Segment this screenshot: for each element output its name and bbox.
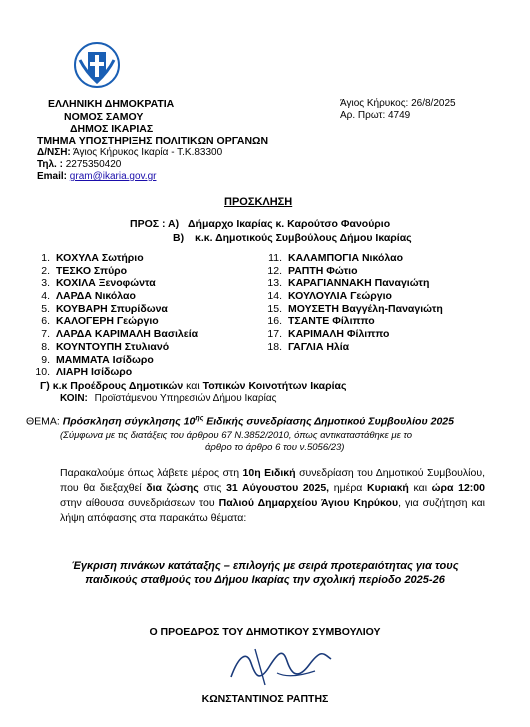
session-mode: δια ζώσης: [146, 482, 199, 494]
council-member-name: ΛΙΑΡΗ Ισίδωρο: [56, 366, 133, 379]
council-member-name: ΛΑΡΔΑ Νικόλαο: [56, 290, 136, 303]
council-member-name: ΤΣΑΝΤΕ Φίλιππο: [288, 315, 375, 328]
council-member-number: 1.: [41, 252, 50, 264]
council-member-number: 3.: [41, 277, 50, 290]
recipient-c: [40, 380, 346, 392]
council-member-item: [30, 265, 198, 278]
address-label: Δ/ΝΣΗ:: [37, 147, 71, 158]
council-member-item: [262, 252, 443, 265]
council-member-item: [30, 277, 198, 290]
subject-main-post: Ειδικής συνεδρίασης Δημοτικού Συμβουλίου 2025: [206, 415, 454, 428]
address-value: Άγιος Κήρυκος Ικαρία - Τ.Κ.83300: [72, 147, 223, 158]
council-member-number: 6.: [41, 315, 50, 328]
council-member-item: [30, 366, 198, 379]
date-line: Άγιος Κήρυκος: 26/8/2025: [340, 98, 456, 109]
council-member-name: ΚΟΥΝΤΟΥΠΗ Στυλιανό: [56, 340, 170, 353]
subject-note-2: άρθρο το άρθρο 6 του ν.5056/23): [205, 442, 345, 453]
councillors-recipient: κ.κ. Δημοτικούς Συμβούλους Δήμου Ικαρίας: [195, 232, 412, 244]
agenda-item-line-2: παιδικούς σταθμούς του Δήμου Ικαρίας την σχολική περίοδο 2025-26: [85, 574, 445, 586]
council-member-number: 2.: [41, 264, 50, 277]
republic-label: ΕΛΛΗΝΙΚΗ ΔΗΜΟΚΡΑΤΙΑ: [48, 98, 175, 110]
signatory-name: ΚΩΝΣΤΑΝΤΙΝΟΣ ΡΑΠΤΗΣ: [201, 693, 329, 705]
council-member-number: 17.: [267, 328, 282, 341]
phone-label: Τηλ. :: [37, 159, 63, 170]
council-member-name: ΓΑΓΛΙΑ Ηλία: [288, 340, 350, 353]
mayor-recipient: Δήμαρχο Ικαρίας κ. Καρούτσο Φανούριο: [188, 218, 391, 230]
c-text-2: Τοπικών Κοινοτήτων Ικαρίας: [202, 380, 347, 392]
council-member-number: 11.: [268, 252, 282, 264]
session-number: 10η Ειδική: [242, 467, 296, 479]
session-time: ώρα 12:00: [431, 482, 485, 494]
council-member-name: ΚΑΛΑΜΠΟΓΙΑ Νικόλαο: [288, 252, 403, 264]
council-member-item: [262, 290, 443, 303]
subject-line: [26, 415, 454, 428]
council-member-number: 5.: [41, 302, 50, 315]
koin-label: ΚΟΙΝ:: [60, 393, 88, 404]
council-member-name: ΚΟΧΙΛΑ Ξενοφώντα: [56, 277, 156, 290]
c-label: Γ) κ.κ: [40, 380, 68, 392]
municipality-label: ΔΗΜΟΣ ΙΚΑΡΙΑΣ: [70, 123, 154, 135]
council-member-item: [262, 328, 443, 341]
council-member-name: ΚΑΡΑΓΙΑΝΝΑΚΗ Παναγιώτη: [288, 277, 430, 290]
council-member-number: 8.: [41, 340, 50, 353]
council-member-name: ΡΑΠΤΗ Φώτιο: [288, 264, 358, 277]
email-line: [37, 171, 156, 182]
council-member-number: 14.: [267, 290, 282, 303]
body-paragraph: [60, 466, 485, 526]
council-member-item: [262, 315, 443, 328]
council-member-number: 7.: [41, 328, 50, 341]
council-member-name: ΚΟΧΥΛΑ Σωτήριο: [56, 252, 144, 264]
council-member-item: [30, 341, 198, 354]
c-text-and: και: [186, 380, 200, 392]
phone-value: 2275350420: [65, 159, 122, 170]
council-member-name: ΚΟΥΛΟΥΛΙΑ Γεώργιο: [288, 290, 392, 303]
body-text-3: στις: [203, 482, 222, 494]
council-member-name: ΤΕΣΚΟ Σπύρο: [56, 264, 128, 277]
council-member-number: 16.: [267, 315, 282, 328]
protocol-line: Αρ. Πρωτ: 4749: [340, 110, 411, 121]
phone-line: [37, 159, 121, 170]
handwritten-signature: [225, 643, 335, 689]
subject-note-1: (Σύμφωνα με τις διατάξεις του άρθρου 67 Ν.3852/2010, όπως αντικαταστάθηκε με το: [60, 430, 413, 441]
prefecture-label: ΝΟΜΟΣ ΣΑΜΟΥ: [64, 111, 144, 123]
greek-coat-of-arms-emblem: [72, 40, 122, 90]
email-label: Email:: [37, 171, 68, 182]
council-member-name: ΚΑΡΙΜΑΛΗ Φίλιππο: [288, 328, 390, 341]
council-member-number: 18.: [267, 340, 282, 353]
council-member-number: 12.: [267, 264, 282, 277]
body-text-2: συνεδρίαση του Δημοτικού Συμβουλίου, που θα διεξαχθεί: [60, 467, 485, 494]
council-member-item: [30, 315, 198, 328]
recipient-b: [173, 232, 412, 244]
council-member-number: 4.: [41, 290, 50, 303]
council-list-left: [30, 252, 198, 379]
subject-superscript: ης: [195, 415, 204, 422]
council-member-number: 13.: [267, 277, 282, 290]
council-member-name: ΜΟΥΣΕΤΗ Βαγγέλη-Παναγιώτη: [288, 302, 443, 315]
council-member-item: [262, 341, 443, 354]
council-member-number: 10.: [35, 366, 50, 379]
council-member-name: ΚΑΛΟΓΕΡΗ Γεώργιο: [56, 315, 159, 328]
b-label: Β): [173, 232, 185, 244]
council-member-item: [262, 265, 443, 278]
council-member-item: [262, 303, 443, 316]
session-date: 31 Αύγουστου 2025,: [226, 482, 330, 494]
address-line: [37, 147, 222, 158]
signatory-role: Ο ΠΡΟΕΔΡΟΣ ΤΟΥ ΔΗΜΟΤΙΚΟΥ ΣΥΜΒΟΥΛΙΟΥ: [149, 626, 381, 638]
council-member-name: ΛΑΡΔΑ ΚΑΡΙΜΑΛΗ Βασιλεία: [56, 328, 199, 341]
body-text-4: ημέρα: [333, 482, 363, 494]
council-member-item: [30, 303, 198, 316]
body-text-6: στην αίθουσα συνεδριάσεων του: [60, 497, 215, 509]
council-member-item: [30, 252, 198, 265]
council-member-name: ΚΟΥΒΑΡΗ Σπυρίδωνα: [56, 302, 168, 315]
council-list-right: [262, 252, 443, 354]
department-label: ΤΜΗΜΑ ΥΠΟΣΤΗΡΙΞΗΣ ΠΟΛΙΤΙΚΩΝ ΟΡΓΑΝΩΝ: [37, 135, 269, 147]
council-member-number: 9.: [41, 353, 50, 366]
body-text-5: και: [413, 482, 428, 494]
body-text-7: , για συζήτηση και λήψη απόφασης στα παρακάτω θέματα:: [60, 497, 485, 524]
council-member-name: ΜΑΜΜΑΤΑ Ισίδωρο: [56, 353, 154, 366]
c-text-1: Προέδρους Δημοτικών: [70, 380, 184, 392]
council-member-item: [30, 354, 198, 367]
koin-text: Προϊστάμενου Υπηρεσιών Δήμου Ικαρίας: [94, 393, 277, 404]
council-member-item: [30, 290, 198, 303]
subject-label: ΘΕΜΑ:: [26, 415, 60, 428]
agenda-item-line-1: Έγκριση πινάκων κατάταξης – επιλογής με σειρά προτεραιότητας για τους: [71, 560, 459, 572]
subject-main-pre: Πρόσκληση σύγκλησης 10: [62, 415, 196, 428]
council-member-item: [262, 277, 443, 290]
session-day: Κυριακή: [367, 482, 409, 494]
session-venue: Παλιού Δημαρχείου Άγιου Κηρύκου: [218, 497, 399, 509]
email-link[interactable]: gram@ikaria.gov.gr: [69, 171, 157, 182]
to-label: ΠΡΟΣ : Α): [130, 218, 180, 230]
council-member-number: 15.: [267, 302, 282, 315]
body-text-1: Παρακαλούμε όπως λάβετε μέρος στη: [60, 467, 240, 479]
recipient-a: [130, 218, 390, 230]
koin-line: [60, 393, 276, 404]
council-member-item: [30, 328, 198, 341]
document-title: ΠΡΟΣΚΛΗΣΗ: [224, 196, 293, 208]
